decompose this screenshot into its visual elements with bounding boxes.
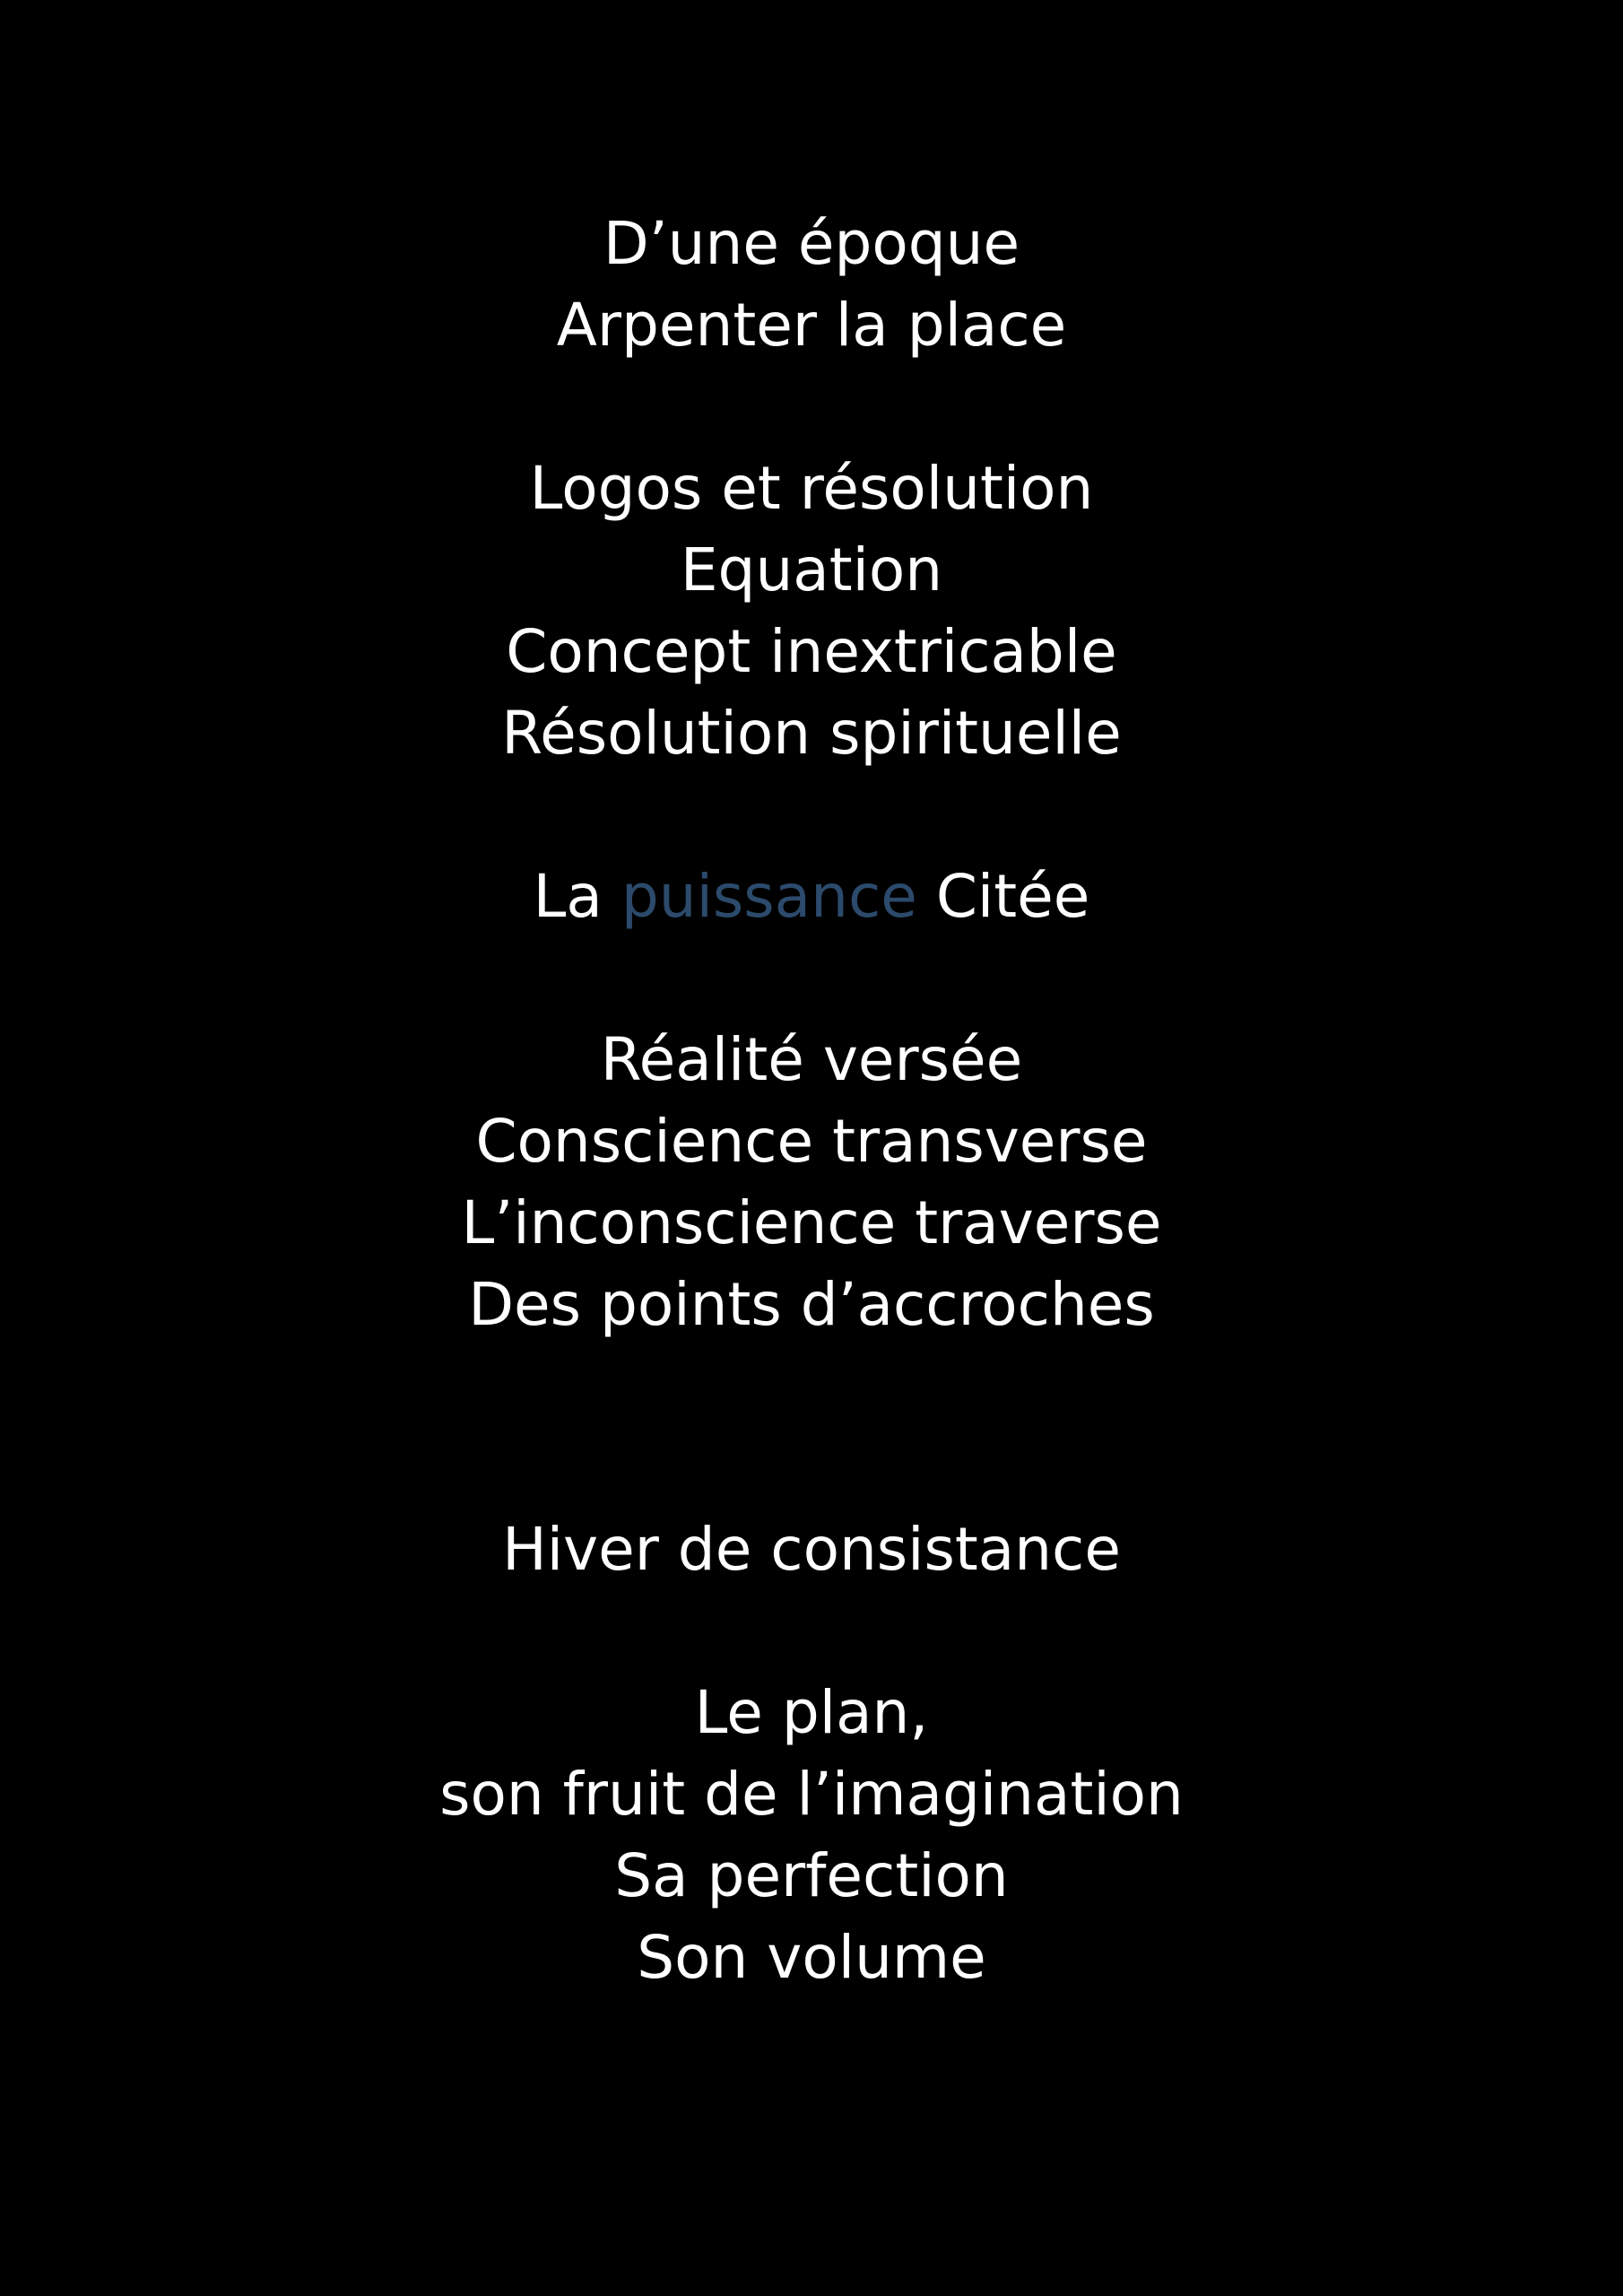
stanza-break [0, 1345, 1623, 1509]
poem-line: Le plan, [694, 1678, 929, 1747]
poem-line: son fruit de l’imagination [439, 1760, 1184, 1829]
line-suffix: Citée [916, 862, 1090, 931]
poem [0, 203, 1623, 1998]
poem-line-highlighted [0, 856, 1623, 937]
poem-line: L’inconscience traverse [461, 1188, 1162, 1257]
poem-line: Conscience transverse [475, 1107, 1148, 1176]
stanza-break [0, 1590, 1623, 1672]
poem-line: Réalité versée [600, 1025, 1023, 1094]
stanza-break [0, 774, 1623, 856]
highlighted-word: puissance [621, 862, 917, 931]
poem-line: Logos et résolution [529, 454, 1094, 523]
poem-line: Arpenter la place [556, 291, 1067, 360]
stanza-break [0, 937, 1623, 1019]
poem-line: Concept inextricable [506, 617, 1117, 686]
poem-line: Equation [680, 535, 943, 604]
poem-line: D’une époque [603, 209, 1020, 278]
line-prefix: La [533, 862, 621, 931]
poem-line: Résolution spirituelle [501, 699, 1122, 768]
poem-line: Des points d’accroches [468, 1270, 1155, 1339]
stanza-break [0, 366, 1623, 448]
poem-line: Sa perfection [614, 1841, 1009, 1910]
poem-line: Son volume [637, 1923, 986, 1992]
poem-line: Hiver de consistance [502, 1515, 1121, 1584]
